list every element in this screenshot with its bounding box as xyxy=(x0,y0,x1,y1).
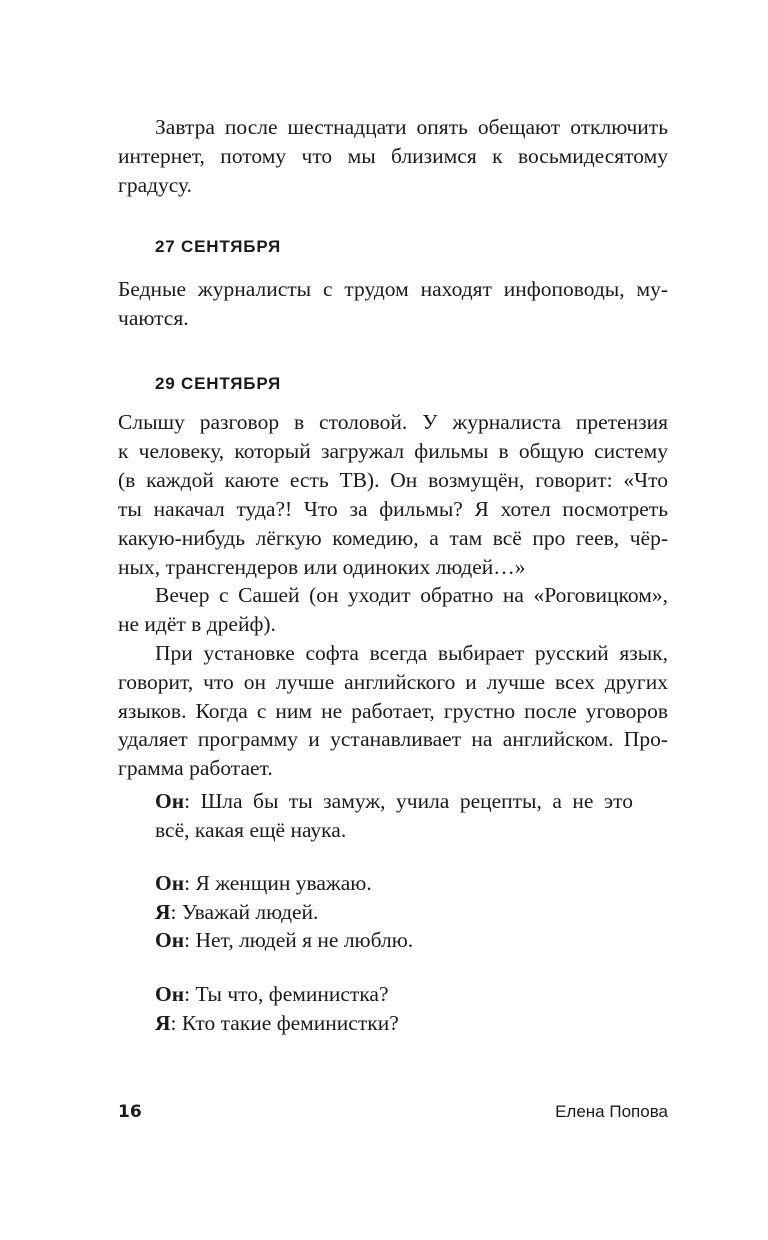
dialogue-line xyxy=(155,869,635,898)
speaker: Я xyxy=(155,1011,171,1035)
speaker: Он xyxy=(155,789,185,813)
text-line: Завтра после шестнадцати опять обещают отключить xyxy=(155,115,668,139)
speaker: Он xyxy=(155,871,185,895)
text-line: какую-нибудь лёгкую комедию, а там всё про геев, чёр- xyxy=(118,526,668,550)
text-line: к человеку, который загружал фильмы в общую систему xyxy=(118,439,668,463)
dialogue-line xyxy=(155,898,635,927)
text-line: ных, трансгендеров или одиноких людей…» xyxy=(118,555,526,579)
text-line: градусу. xyxy=(118,173,193,197)
dialogue-text: : Уважай людей. xyxy=(170,900,319,924)
dialogue-line xyxy=(155,787,633,816)
date-heading: 27 СЕНТЯБРЯ xyxy=(155,237,282,256)
dialogue-line: всё, какая ещё наука. xyxy=(155,818,347,842)
text-line: интернет, потому что мы близимся к восьмидесятому xyxy=(118,144,668,168)
dialogue-line xyxy=(155,980,635,1009)
text-line: говорит, что он лучше английского и лучше всех других xyxy=(118,670,668,694)
dialogue-text: : Нет, людей я не люблю. xyxy=(184,928,414,952)
speaker: Он xyxy=(155,982,185,1006)
date-heading: 29 СЕНТЯБРЯ xyxy=(155,374,282,393)
dialogue-line xyxy=(155,1009,635,1038)
text-line: Вечер с Сашей (он уходит обратно на «Роговицком», xyxy=(155,583,668,607)
dialogue-text: : Я женщин уважаю. xyxy=(184,871,372,895)
text-line: грамма работает. xyxy=(118,756,273,780)
text-line: удаляет программу и устанавливает на английском. Про- xyxy=(118,727,668,751)
text-line: Бедные журналисты с трудом находят инфоповоды, му- xyxy=(118,277,668,301)
running-footer-author: Елена Попова xyxy=(555,1102,668,1121)
dialogue-text: : Шла бы ты замуж, учила рецепты, а не это xyxy=(184,789,633,813)
text-line: ты накачал туда?! Что за фильмы? Я хотел посмотреть xyxy=(118,497,668,521)
text-line: чаются. xyxy=(118,306,189,330)
text-line: не идёт в дрейф). xyxy=(118,612,276,636)
speaker: Он xyxy=(155,928,185,952)
text-line: (в каждой каюте есть ТВ). Он возмущён, говорит: «Что xyxy=(118,468,668,492)
text-line: Слышу разговор в столовой. У журналиста претензия xyxy=(118,410,668,434)
dialogue-line xyxy=(155,926,635,955)
dialogue-text: : Ты что, феминистка? xyxy=(184,982,389,1006)
text-line: языков. Когда с ним не работает, грустно после уговоров xyxy=(118,699,668,723)
page-number: 16 xyxy=(118,1102,142,1122)
dialogue-text: : Кто такие феминистки? xyxy=(170,1011,399,1035)
speaker: Я xyxy=(155,900,171,924)
text-line: При установке софта всегда выбирает русский язык, xyxy=(155,641,668,665)
